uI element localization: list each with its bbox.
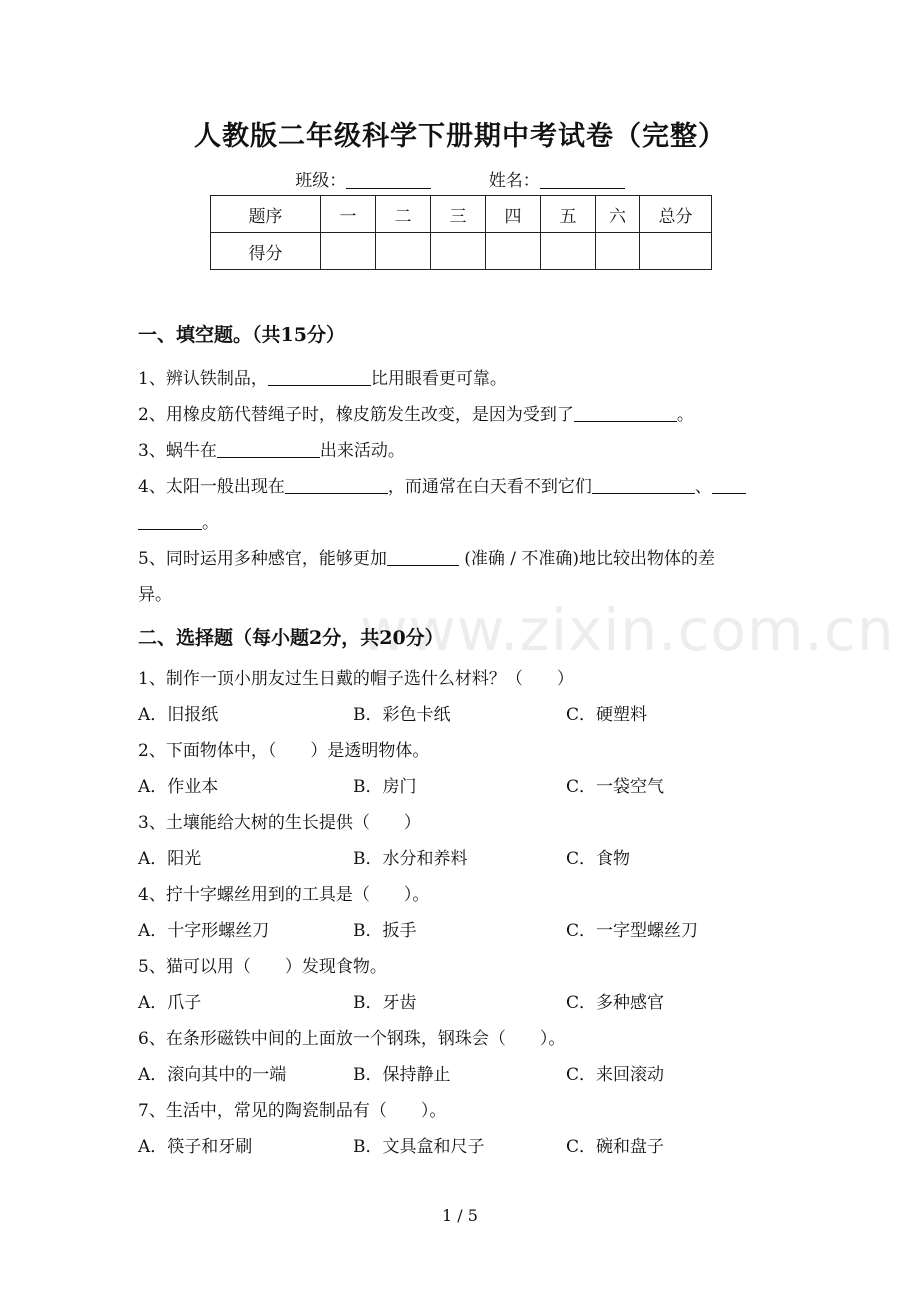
choice-option-a[interactable]: A．十字形螺丝刀 (138, 921, 270, 941)
page-title: 人教版二年级科学下册期中考试卷（完整） (194, 121, 726, 152)
choice-question-stem: 7、生活中，常见的陶瓷制品有（ ）。 (138, 1101, 447, 1121)
choice-option-c[interactable]: C．硬塑料 (566, 705, 648, 725)
name-blank (540, 170, 625, 189)
score-header-cell: 四 (486, 196, 541, 233)
student-info (0, 166, 920, 191)
fill-question-4-cont (138, 508, 219, 533)
answer-blank[interactable] (138, 513, 202, 530)
score-row-label: 得分 (211, 233, 321, 270)
score-cell[interactable] (486, 233, 541, 270)
q2-text: 2、用橡皮筋代替绳子时，橡皮筋发生改变，是因为受到了 (138, 405, 574, 425)
section2-heading: 二、选择题（每小题2分，共20分） (138, 627, 444, 649)
q2-text-end: 。 (676, 405, 694, 425)
choice-option-c[interactable]: C．食物 (566, 849, 631, 869)
fill-question-5-cont: 异。 (138, 585, 172, 605)
choice-option-b[interactable]: B．扳手 (353, 921, 417, 941)
name-label: 姓名： (488, 171, 540, 191)
q4-text-mid: ，而通常在白天看不到它们 (387, 477, 592, 497)
class-blank (346, 170, 431, 189)
q4-text: 4、太阳一般出现在 (138, 477, 285, 497)
score-value-row (211, 233, 712, 270)
q5-text: 5、同时运用多种感官，能够更加 (138, 549, 387, 569)
score-cell[interactable] (376, 233, 431, 270)
choice-option-b[interactable]: B．彩色卡纸 (353, 705, 451, 725)
score-header-cell: 六 (596, 196, 640, 233)
score-cell[interactable] (541, 233, 596, 270)
choice-option-a[interactable]: A．作业本 (138, 777, 219, 797)
q1-text-end: 比用眼看更可靠。 (370, 369, 507, 389)
answer-blank[interactable] (592, 477, 695, 494)
choice-option-a[interactable]: A．旧报纸 (138, 705, 219, 725)
answer-blank[interactable] (387, 549, 459, 566)
choice-option-c[interactable]: C．多种感官 (566, 993, 665, 1013)
fill-question-5 (138, 544, 715, 569)
q5-text-post: (准确 / 不准确)地比较出物体的差 (458, 549, 716, 569)
choice-option-c[interactable]: C．一袋空气 (566, 777, 665, 797)
fill-question-1 (138, 364, 507, 389)
score-header-cell: 一 (321, 196, 376, 233)
choice-question-stem: 3、土壤能给大树的生长提供（ ） (138, 813, 421, 833)
choice-option-a[interactable]: A．爪子 (138, 993, 202, 1013)
choice-option-a[interactable]: A．阳光 (138, 849, 202, 869)
fill-question-3 (138, 436, 405, 461)
answer-blank[interactable] (217, 441, 320, 458)
score-header-cell: 题序 (211, 196, 321, 233)
score-cell[interactable] (321, 233, 376, 270)
score-header-cell: 二 (376, 196, 431, 233)
q3-text: 3、蜗牛在 (138, 441, 217, 461)
answer-blank[interactable] (285, 477, 388, 494)
score-cell[interactable] (640, 233, 712, 270)
score-header-cell: 五 (541, 196, 596, 233)
choice-option-b[interactable]: B．房门 (353, 777, 417, 797)
choice-option-c[interactable]: C．碗和盘子 (566, 1137, 665, 1157)
q3-text-end: 出来活动。 (319, 441, 405, 461)
page-number: 1 / 5 (442, 1206, 478, 1225)
choice-question-stem: 2、下面物体中，（ ）是透明物体。 (138, 741, 430, 761)
choice-option-a[interactable]: A．筷子和牙刷 (138, 1137, 253, 1157)
watermark: www.zixin.com.cn (360, 596, 895, 664)
choice-option-b[interactable]: B．保持静止 (353, 1065, 451, 1085)
score-table (210, 195, 712, 270)
class-label: 班级： (295, 171, 347, 191)
q4-text-end: 。 (202, 513, 219, 533)
score-cell[interactable] (431, 233, 486, 270)
choice-question-stem: 6、在条形磁铁中间的上面放一个钢珠，钢珠会（ ）。 (138, 1029, 566, 1049)
section1-heading: 一、填空题。（共15分） (138, 324, 345, 346)
choice-question-stem: 1、制作一顶小朋友过生日戴的帽子选什么材料？（ ） (138, 669, 574, 689)
answer-blank[interactable] (268, 369, 371, 386)
answer-blank[interactable] (712, 477, 746, 494)
score-cell[interactable] (596, 233, 640, 270)
choice-question-stem: 4、拧十字螺丝用到的工具是（ ）。 (138, 885, 430, 905)
score-header-cell: 总分 (640, 196, 712, 233)
choice-option-b[interactable]: B．水分和养料 (353, 849, 468, 869)
choice-option-c[interactable]: C．来回滚动 (566, 1065, 665, 1085)
q4-separator: 、 (694, 477, 712, 497)
choice-option-c[interactable]: C．一字型螺丝刀 (566, 921, 699, 941)
q1-text: 1、辨认铁制品， (138, 369, 268, 389)
choice-option-a[interactable]: A．滚向其中的一端 (138, 1065, 287, 1085)
score-header-row (211, 196, 712, 233)
answer-blank[interactable] (574, 405, 677, 422)
fill-question-4 (138, 472, 746, 497)
choice-option-b[interactable]: B．牙齿 (353, 993, 417, 1013)
score-header-cell: 三 (431, 196, 486, 233)
fill-question-2 (138, 400, 694, 425)
choice-question-stem: 5、猫可以用（ ）发现食物。 (138, 957, 387, 977)
choice-option-b[interactable]: B．文具盒和尺子 (353, 1137, 485, 1157)
